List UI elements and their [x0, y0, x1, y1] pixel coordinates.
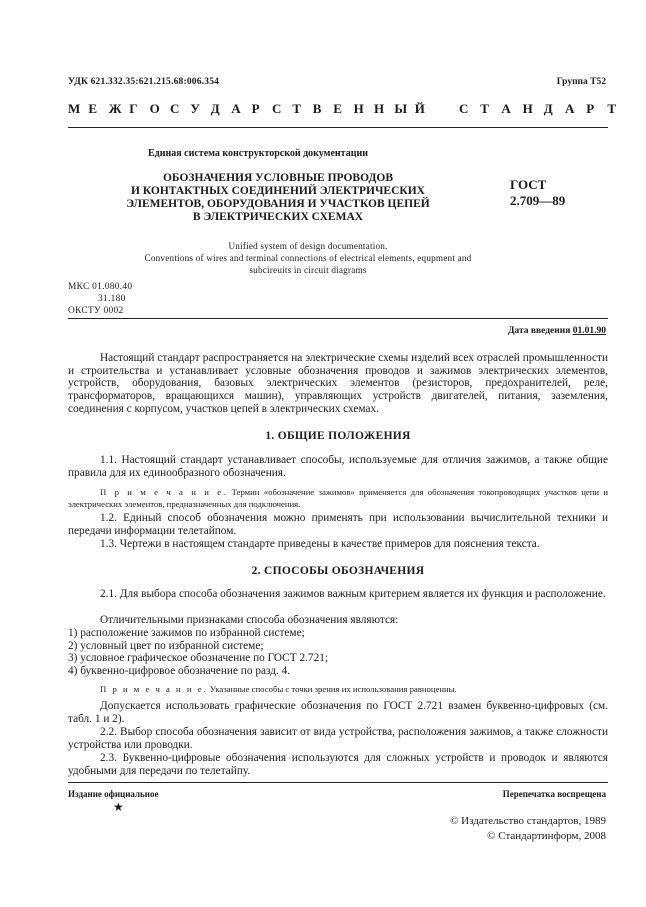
- banner-letter: Д: [543, 101, 553, 116]
- banner-letter: Т: [607, 101, 617, 116]
- banner-letter: Г: [129, 101, 138, 116]
- section-2-heading: 2. СПОСОБЫ ОБОЗНАЧЕНИЯ: [251, 565, 425, 577]
- design-system-label: Единая система конструкторской документации: [148, 148, 368, 159]
- section-1-heading: 1. ОБЩИЕ ПОЛОЖЕНИЯ: [265, 430, 411, 442]
- paragraph-2-2: 2.2. Выбор способа обозначения зависит от вида устройства, расположения зажимов, а также сложности устройства или проводки.: [68, 726, 608, 751]
- title-line: И КОНТАКТНЫХ СОЕДИНЕНИЙ ЭЛЕКТРИЧЕСКИХ: [131, 185, 425, 197]
- note-label: П р и м е ч а н и е.: [100, 684, 208, 694]
- note-text: Термин «обозначение зажимов» применяется для обозначения токопроводящих участков цепи и электрических элементов, предназначенных для подключения.: [68, 487, 609, 509]
- title-line: ОБОЗНАЧЕНИЯ УСЛОВНЫЕ ПРОВОДОВ: [162, 172, 393, 184]
- banner-letter: Р: [251, 101, 260, 116]
- title-line: В ЭЛЕКТРИЧЕСКИХ СХЕМАХ: [192, 211, 364, 223]
- banner-letter: Ы: [394, 101, 408, 116]
- star-icon: ★: [113, 800, 124, 814]
- mks-code: 31.180: [98, 294, 126, 304]
- banner-letter: Д: [210, 101, 220, 116]
- banner-letter: С: [272, 101, 282, 116]
- banner-letter: Е: [333, 101, 342, 116]
- banner-letter: Т: [292, 101, 302, 116]
- banner-letter: Е: [88, 101, 98, 116]
- banner-letter: М: [68, 101, 81, 116]
- footer-rule: [68, 782, 608, 783]
- list-item: 2) условный цвет по избранной системе;: [68, 639, 264, 652]
- paragraph-2-1-features: Отличительными признаками способа обозначения являются:: [100, 614, 399, 626]
- list-item: 1) расположение зажимов по избранной системе;: [68, 627, 305, 639]
- gost-label: ГОСТ: [510, 177, 547, 192]
- list-item: 3) условное графическое обозначение по ГОСТ 2.721;: [68, 652, 328, 665]
- classification-codes: [68, 281, 132, 317]
- effective-date-label: Дата введения: [507, 326, 571, 336]
- banner-letter: У: [190, 101, 200, 116]
- note-2: [68, 684, 608, 696]
- group-code: Группа Т52: [556, 77, 606, 87]
- note-1: [68, 487, 608, 510]
- oksty-code: ОКСТУ 0002: [68, 306, 124, 316]
- document-title: [92, 172, 464, 224]
- banner-letter: А: [565, 101, 575, 116]
- banner-letter: Т: [480, 101, 489, 116]
- english-title-line: subcireuits in circuit diagrams: [249, 265, 367, 275]
- title-line: ЭЛЕМЕНТОВ, ОБОРУДОВАНИЯ И УЧАСТКОВ ЦЕПЕЙ: [126, 198, 430, 210]
- paragraph-2-1: 2.1. Для выбора способа обозначения зажимов важным критерием является их функция и расположение.: [100, 588, 606, 600]
- mks-code: МКС 01.080.40: [68, 282, 133, 292]
- gost-number: 2.709—89: [510, 193, 566, 208]
- effective-date-value: 01.01.90: [572, 326, 606, 336]
- intro-paragraph: Настоящий стандарт распространяется на электрические схемы изделий всех отраслей промышленности и строительства и устанавливает условные обозначения проводов и зажимов электрических элементов, устройств, оборудования, базовых электрических элементов (резисторов, предохранителей, реле, трансформаторов, вращающихся машин), управляющих устройств двигателей, питания, заземления, соединения с корпусом, участков цепей в электрических схемах.: [68, 352, 608, 415]
- banner-letter: А: [501, 101, 511, 116]
- header-rule: [68, 127, 608, 128]
- paragraph-2-3: 2.3. Буквенно-цифровые обозначения используются для сложных устройств и проводок и являются удобными для передачи по телетайпу.: [68, 752, 608, 777]
- title-rule: [68, 318, 608, 319]
- copyright-standartinform: © Стандартинформ, 2008: [487, 830, 606, 842]
- paragraph-1-1: 1.1. Настоящий стандарт устанавливает способы, используемые для отличия зажимов, а также общие правила для их единообразного обозначения.: [68, 454, 608, 479]
- effective-date: [508, 326, 606, 336]
- banner-letter: Н: [374, 101, 385, 116]
- banner-letter: С: [170, 101, 180, 116]
- banner-letter: С: [459, 101, 469, 116]
- official-edition: Издание официальное: [68, 789, 159, 799]
- banner-letter: В: [312, 101, 322, 116]
- banner-letter: О: [149, 101, 160, 116]
- english-title-line: Unified system of design documentation.: [228, 241, 388, 251]
- features-list: [68, 627, 328, 678]
- copyright-publisher: © Издательство стандартов, 1989: [450, 815, 606, 827]
- udk-code: УДК 621.332.35:621.215.68:006.354: [68, 77, 220, 87]
- list-item: 4) буквенно-цифровое обозначение по разд. 4.: [68, 665, 291, 678]
- note-text: Указанные способы с точки зрения их использования равноценны.: [207, 684, 457, 694]
- paragraph-1-2: 1.2. Единый способ обозначения можно применять при использовании вычислительной техники и передачи информации телетайпом.: [68, 512, 608, 537]
- banner-letter: Ж: [108, 101, 122, 116]
- banner-letter: Р: [586, 101, 595, 116]
- banner-letter: Й: [414, 101, 425, 116]
- paragraph-1-3: 1.3. Чертежи в настоящем стандарте приведены в качестве примеров для пояснения текста.: [100, 538, 540, 550]
- banner-letter: Н: [522, 101, 533, 116]
- note-label: П р и м е ч а н и е.: [100, 487, 228, 497]
- banner-letter: А: [231, 101, 241, 116]
- reprint-prohibited: Перепечатка воспрещена: [502, 789, 606, 799]
- english-title: [68, 240, 548, 276]
- gost-designation: [510, 177, 590, 209]
- english-title-line: Conventions of wires and terminal connections of electrical elements, equpment and: [144, 253, 472, 263]
- paragraph-allowed: Допускается использовать графические обозначения по ГОСТ 2.721 взамен буквенно-цифровых (см. табл. 1 и 2).: [68, 700, 608, 725]
- banner-letter: Н: [353, 101, 364, 116]
